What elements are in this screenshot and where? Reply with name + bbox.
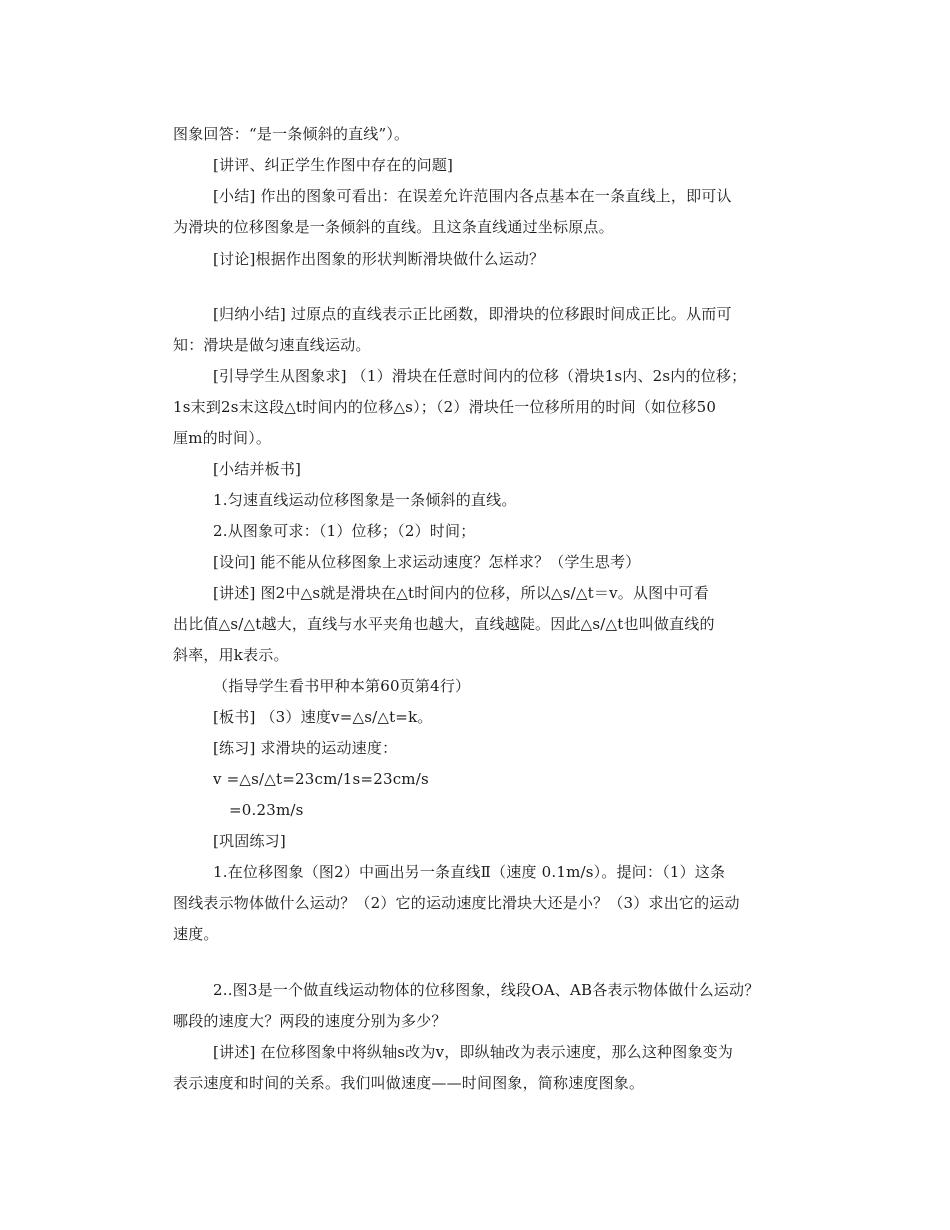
- text-line: 斜率，用k表示。: [173, 646, 289, 664]
- text-line: [小结] 作出的图象可看出：在误差允许范围内各点基本在一条直线上，即可认: [213, 187, 732, 205]
- text-line: 2..图3是一个做直线运动物体的位移图象，线段OA、AB各表示物体做什么运动？: [213, 981, 760, 999]
- text-line: 哪段的速度大？两段的速度分别为多少？: [173, 1012, 447, 1030]
- text-line: 2.从图象可求：（1）位移；（2）时间；: [213, 522, 476, 540]
- text-line: [讲述] 在位移图象中将纵轴s改为v，即纵轴改为表示速度，那么这种图象变为: [213, 1043, 734, 1061]
- text-line: [设问] 能不能从位移图象上求运动速度？怎样求？（学生思考）: [213, 553, 641, 571]
- text-line: 1.在位移图象（图2）中画出另一条直线Ⅱ（速度 0.1m/s）。提问：（1）这条: [213, 863, 726, 881]
- text-line: 厘m的时间）。: [173, 429, 272, 447]
- text-line: [引导学生从图象求] （1）滑块在任意时间内的位移（滑块1s内、2s内的位移；: [213, 367, 747, 385]
- text-line: 表示速度和时间的关系。我们叫做速度——时间图象，简称速度图象。: [173, 1074, 645, 1092]
- text-line: 知：滑块是做匀速直线运动。: [173, 336, 371, 354]
- text-line: [练习] 求滑块的运动速度：: [213, 739, 398, 757]
- text-line: 图线表示物体做什么运动？（2）它的运动速度比滑块大还是小？（3）求出它的运动: [173, 894, 740, 912]
- text-line: 出比值△s/△t越大，直线与水平夹角也越大，直线越陡。因此△s/△t也叫做直线的: [173, 615, 715, 633]
- text-line: =0.23m/s: [229, 801, 304, 819]
- text-line: [讲评、纠正学生作图中存在的问题]: [213, 156, 454, 174]
- text-line: 1s末到2s末这段△t时间内的位移△s）；（2）滑块任一位移所用的时间（如位移50: [173, 398, 717, 416]
- text-line: （指导学生看书甲种本第60页第4行）: [213, 677, 471, 695]
- text-line: [讲述] 图2中△s就是滑块在△t时间内的位移，所以△s/△t＝v。从图中可看: [213, 584, 709, 602]
- text-line: [板书] （3）速度v=△s/△t=k。: [213, 708, 433, 726]
- text-line: 图象回答：“是一条倾斜的直线”）。: [173, 125, 410, 143]
- text-line: v =△s/△t=23cm/1s=23cm/s: [213, 770, 429, 788]
- text-line: [讨论]根据作出图象的形状判断滑块做什么运动？: [213, 250, 545, 268]
- text-line: 速度。: [173, 925, 219, 943]
- text-line: 为滑块的位移图象是一条倾斜的直线。且这条直线通过坐标原点。: [173, 218, 614, 236]
- text-line: [小结并板书]: [213, 460, 302, 478]
- text-line: 1.匀速直线运动位移图象是一条倾斜的直线。: [213, 491, 517, 509]
- text-line: [巩固练习]: [213, 832, 286, 850]
- text-line: [归纳小结] 过原点的直线表示正比函数，即滑块的位移跟时间成正比。从而可: [213, 305, 732, 323]
